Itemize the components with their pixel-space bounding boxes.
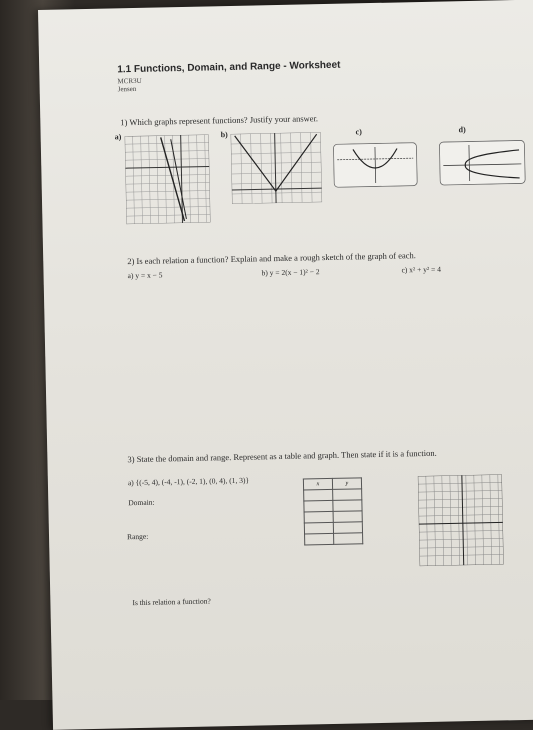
q2-part-a: a) y = x − 5: [127, 270, 163, 281]
q1-label-a: a): [114, 132, 122, 142]
graph-b: [231, 132, 322, 204]
worksheet-page: [38, 0, 533, 730]
question-1-prompt: 1) Which graphs represent functions? Justify your answer.: [120, 113, 319, 128]
table-cell[interactable]: [334, 533, 363, 545]
domain-label: Domain:: [128, 497, 155, 508]
table-cell[interactable]: [333, 489, 362, 501]
q1-label-c: c): [355, 127, 362, 137]
q3-part-a: a) {(-5, 4), (-4, -1), (-2, 1), (0, 4), (1, 3)}: [127, 475, 250, 488]
table-cell[interactable]: [304, 500, 333, 512]
table-cell[interactable]: [304, 522, 333, 534]
table-cell[interactable]: [304, 489, 333, 501]
graph-a: [125, 134, 211, 224]
q1-label-b: b): [220, 130, 228, 140]
q2-part-b: b) y = 2(x − 1)² − 2: [261, 267, 320, 278]
range-label: Range:: [126, 531, 149, 542]
graph-d: [439, 140, 526, 186]
table-cell[interactable]: [304, 511, 333, 523]
question-3-prompt: 3) State the domain and range. Represent as a table and graph. Then state if it is a function.: [127, 447, 437, 465]
worksheet-title: 1.1 Functions, Domain, and Range - Worksheet: [117, 59, 341, 76]
graph-c: [333, 142, 418, 188]
table-cell[interactable]: [333, 511, 362, 523]
table-cell[interactable]: [333, 500, 362, 512]
teacher-name: Jensen: [117, 84, 137, 94]
question-2-prompt: 2) Is each relation a function? Explain and make a rough sketch of the graph of each.: [127, 250, 416, 267]
function-question: Is this relation a function?: [132, 596, 211, 608]
xy-table: [303, 477, 363, 545]
table-cell[interactable]: [333, 522, 362, 534]
table-header-y: y: [332, 478, 361, 490]
q1-label-d: d): [458, 125, 466, 135]
course-code: MCR3U: [117, 76, 142, 86]
q2-part-c: c) x² + y² = 4: [401, 264, 442, 275]
table-header-x: x: [303, 478, 332, 490]
table-cell[interactable]: [305, 533, 334, 545]
q3-grid[interactable]: [418, 474, 504, 566]
